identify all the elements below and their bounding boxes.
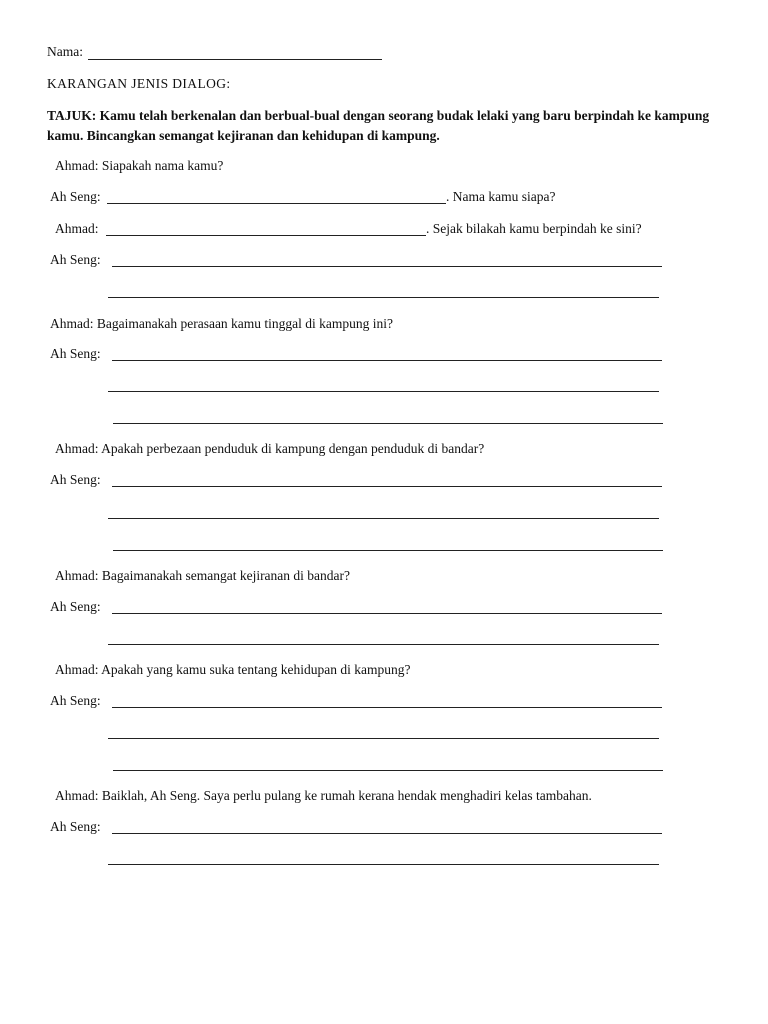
speaker-label: Ahmad: <box>55 568 99 583</box>
answer-line[interactable] <box>112 833 662 834</box>
dialog-line-ahmad <box>55 568 350 584</box>
name-label: Nama: <box>47 44 83 59</box>
answer-line[interactable] <box>108 864 659 865</box>
answer-line[interactable] <box>113 770 663 771</box>
dialog-text: . Sejak bilakah kamu berpindah ke sini? <box>426 221 642 236</box>
answer-line[interactable] <box>112 266 662 267</box>
answer-line[interactable] <box>108 518 659 519</box>
dialog-text: Baiklah, Ah Seng. Saya perlu pulang ke rumah kerana hendak menghadiri kelas tambahan. <box>101 788 592 803</box>
dialog-line-ahmad <box>55 662 410 678</box>
answer-line[interactable] <box>108 644 659 645</box>
speaker-label: Ah Seng: <box>50 189 101 204</box>
topic-text: Kamu telah berkenalan dan berbual-bual dengan seorang budak lelaki yang baru berpindah ke kampung kamu. Bincangkan semangat kejiranan dan kehidupan di kampung. <box>47 108 710 143</box>
answer-line[interactable] <box>112 360 662 361</box>
answer-blank-line[interactable] <box>107 203 446 204</box>
speaker-label: Ahmad: <box>55 662 99 677</box>
answer-line[interactable] <box>113 423 663 424</box>
speaker-label: Ah Seng: <box>50 693 101 708</box>
dialog-line-ahmad <box>50 316 393 332</box>
answer-line[interactable] <box>112 707 662 708</box>
dialog-text: Bagaimanakah perasaan kamu tinggal di kampung ini? <box>96 316 394 331</box>
answer-line[interactable] <box>112 486 662 487</box>
topic-block <box>47 106 737 146</box>
answer-line[interactable] <box>108 738 659 739</box>
dialog-text: Siapakah nama kamu? <box>101 158 224 173</box>
answer-blank-line[interactable] <box>106 235 426 236</box>
dialog-line-ahmad <box>55 158 223 174</box>
speaker-label: Ahmad: <box>55 788 99 803</box>
speaker-label: Ahmad: <box>55 221 99 236</box>
section-title: KARANGAN JENIS DIALOG: <box>47 76 231 91</box>
speaker-label: Ah Seng: <box>50 252 101 267</box>
speaker-label: Ah Seng: <box>50 472 101 487</box>
speaker-label: Ah Seng: <box>50 346 101 361</box>
dialog-text: Bagaimanakah semangat kejiranan di bandar? <box>101 568 351 583</box>
answer-line[interactable] <box>108 391 659 392</box>
topic-label: TAJUK: <box>47 108 97 123</box>
dialog-text: Apakah yang kamu suka tentang kehidupan di kampung? <box>101 662 411 677</box>
dialog-line-ahmad <box>55 788 592 804</box>
speaker-label: Ahmad: <box>55 158 99 173</box>
dialog-line-ahmad <box>55 441 484 457</box>
speaker-label: Ah Seng: <box>50 819 101 834</box>
answer-line[interactable] <box>113 550 663 551</box>
answer-line[interactable] <box>112 613 662 614</box>
dialog-text: Apakah perbezaan penduduk di kampung dengan penduduk di bandar? <box>101 441 485 456</box>
speaker-label: Ah Seng: <box>50 599 101 614</box>
dialog-text: . Nama kamu siapa? <box>446 189 556 204</box>
answer-line[interactable] <box>108 297 659 298</box>
speaker-label: Ahmad: <box>55 441 99 456</box>
name-input-line[interactable] <box>88 59 382 60</box>
speaker-label: Ahmad: <box>50 316 94 331</box>
